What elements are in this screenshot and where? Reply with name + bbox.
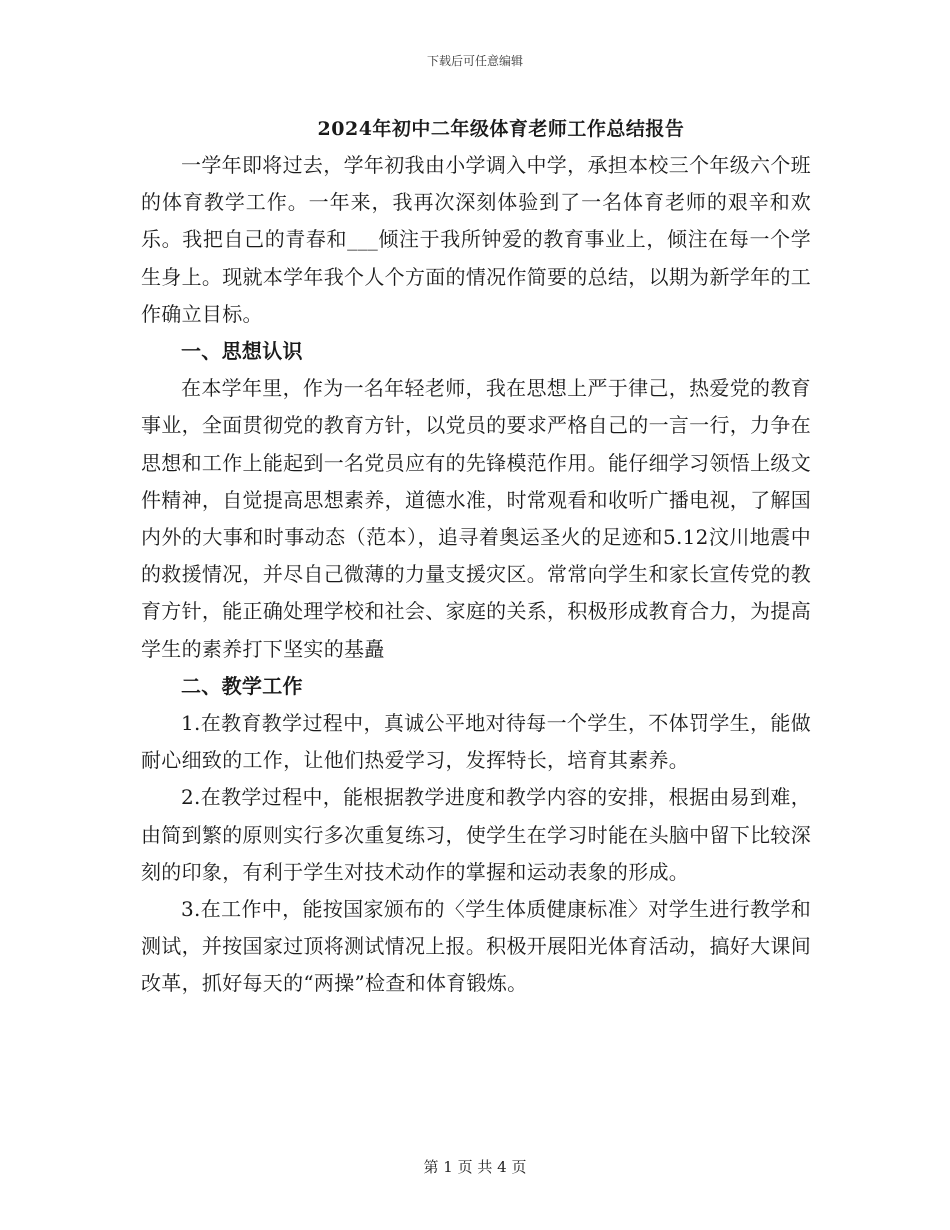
section-heading-thought: 一、思想认识 [181, 339, 303, 364]
teaching-item: 2.在教学过程中，能根据教学进度和教学内容的安排，根据由易到难，由简到繁的原则实行多次重复练习，使学生在学习时能在头脑中留下比较深刻的印象，有利于学生对技术动作的掌握和运动表象的形成。 [141, 785, 811, 884]
teaching-item: 1.在教育教学过程中，真诚公平地对待每一个学生，不体罚学生，能做耐心细致的工作，让他们热爱学习，发挥特长，培育其素养。 [141, 711, 811, 773]
document-page [141, 111, 811, 1003]
page-number: 第 1 页 共 4 页 [423, 1158, 527, 1176]
document-title: 2024年初中二年级体育老师工作总结报告 [317, 118, 685, 140]
section-heading-teaching: 二、教学工作 [181, 673, 303, 698]
section-body-thought: 在本学年里，作为一名年轻老师，我在思想上严于律己，热爱党的教育事业，全面贯彻党的教育方针，以党员的要求严格自己的一言一行，力争在思想和工作上能起到一名党员应有的先锋模范作用。能仔细学习领悟上级文件精神，自觉提高思想素养，道德水准，时常观看和收听广播电视，了解国内外的大事和时事动态（范本），追寻着奥运圣火的足迹和5.12汶川地震中的救援情况，并尽自己微薄的力量支援灾区。常常向学生和家长宣传党的教育方针，能正确处理学校和社会、家庭的关系，积极形成教育合力，为提高学生的素养打下坚实的基矗 [141, 376, 811, 661]
teaching-item: 3.在工作中，能按国家颁布的〈学生体质健康标准〉对学生进行教学和测试，并按国家过顶将测试情况上报。积极开展阳光体育活动，搞好大课间改革，抓好每天的“两操”检查和体育锻炼。 [141, 897, 811, 996]
intro-paragraph: 一学年即将过去，学年初我由小学调入中学，承担本校三个年级六个班的体育教学工作。一年来，我再次深刻体验到了一名体育老师的艰辛和欢乐。我把自己的青春和___倾注于我所钟爱的教育事业上，倾注在每一个学生身上。现就本学年我个人个方面的情况作简要的总结，以期为新学年的工作确立目标。 [141, 153, 811, 326]
page-header-note: 下载后可任意编辑 [426, 54, 523, 68]
